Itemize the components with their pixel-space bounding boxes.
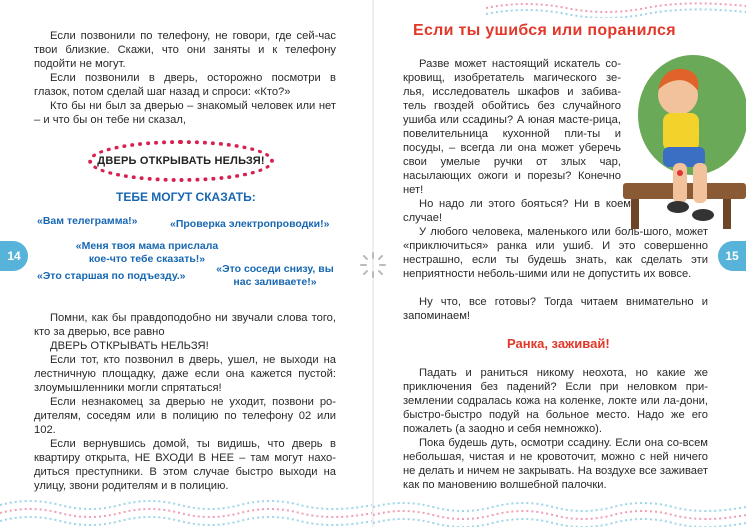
- right-para-3: У любого человека, маленького или боль-шого, может «приключиться» ранка или ушиб. И это совершенно нестрашно, если ты будешь знать, как сделать эти неприятности неболь-шими или не допустить их вовсе.: [403, 226, 708, 280]
- left-para-6: Если незнакомец за дверью не уходит, позвони ро-дителям, соседям или в полицию по телефону 02 или 102.: [34, 396, 336, 436]
- quote-electric: «Проверка электропроводки!»: [170, 218, 330, 230]
- warning-oval: [88, 140, 274, 182]
- right-para-4: Ну что, все готовы? Тогда читаем внимательно и запоминаем!: [403, 296, 708, 322]
- section-heading: Если ты ушибся или поранился: [413, 22, 676, 39]
- left-para-4b: ДВЕРЬ ОТКРЫВАТЬ НЕЛЬЗЯ!: [50, 340, 209, 352]
- right-para-5: Падать и раниться никому неохота, но какие же приключения без падений? Если при неловком при-землении содралась кожа на коленке, локте или ла-дони, быстро-быстро подуй на больное место. Надо же его пожалеть (а заодно и себя немножко).: [403, 367, 708, 435]
- right-page: [373, 0, 746, 527]
- right-para-1: Разве может настоящий искатель со-кровищ, изобретатель магического зе-лья, исследователь шкафов и забива-тель гвоздей обойтись без случайного ушиба или ссадины? А юная масте-рица, повелительница кухонной пли-ты и посуды, – всегда ли она может уберечь свои умелые ручки от злых чар, насылающих ожоги и порезы? Конечно нет!: [403, 58, 621, 196]
- left-para-3: Кто бы ни был за дверью – знакомый человек или нет – и что бы он тебе ни сказал,: [34, 100, 336, 126]
- left-para-1: Если позвонили по телефону, не говори, где сей-час твои близкие. Скажи, что они заняты и к телефону подойти не могут.: [34, 30, 336, 70]
- they-say-heading: ТЕБЕ МОГУТ СКАЗАТЬ:: [116, 190, 256, 204]
- left-para-5: Если тот, кто позвонил в дверь, ушел, не выходи на лестничную площадку, даже если она кажется пустой: злоумышленники могли спрятаться!: [34, 354, 336, 394]
- decorative-dots: [486, 0, 746, 18]
- boy-with-hurt-knee-icon: [623, 55, 746, 235]
- left-para-4: Помни, как бы правдоподобно ни звучали слова того, кто за дверью, все равно: [34, 312, 336, 338]
- subheading: Ранка, заживай!: [507, 336, 610, 351]
- decorative-wave: [0, 493, 373, 527]
- page-number-right: 15: [718, 241, 746, 271]
- quote-telegram: «Вам телеграмма!»: [37, 215, 138, 227]
- right-para-2: Но надо ли этого бояться? Ни в коем случае!: [403, 198, 631, 224]
- page-number-left: 14: [0, 241, 28, 271]
- warning-text: ДВЕРЬ ОТКРЫВАТЬ НЕЛЬЗЯ!: [97, 155, 265, 167]
- quote-elder: «Это старшая по подъезду.»: [37, 270, 186, 282]
- left-para-2: Если позвонили в дверь, осторожно посмотри в глазок, потом сделай шаг назад и спроси: «Кто?»: [34, 72, 336, 98]
- quote-neighbors: «Это соседи снизу, вы нас заливаете!»: [216, 263, 334, 288]
- quote-mom: «Меня твоя мама прислала кое-что тебе сказать!»: [75, 240, 219, 265]
- left-para-7: Если вернувшись домой, ты видишь, что дверь в квартиру открыта, НЕ ВХОДИ В НЕЕ – там могут нахо-диться преступники. В этом случае быстро выходи на улицу, звони родителям и в полицию.: [34, 438, 336, 492]
- decorative-wave-right: [373, 493, 746, 527]
- right-para-6: Пока будешь дуть, осмотри ссадину. Если она со-всем небольшая, чистая и не кровоточит, можно с ней ничего не делать и ничем не закрывать. На воздухе все заживает как по мановению волшебной палочки.: [403, 437, 708, 491]
